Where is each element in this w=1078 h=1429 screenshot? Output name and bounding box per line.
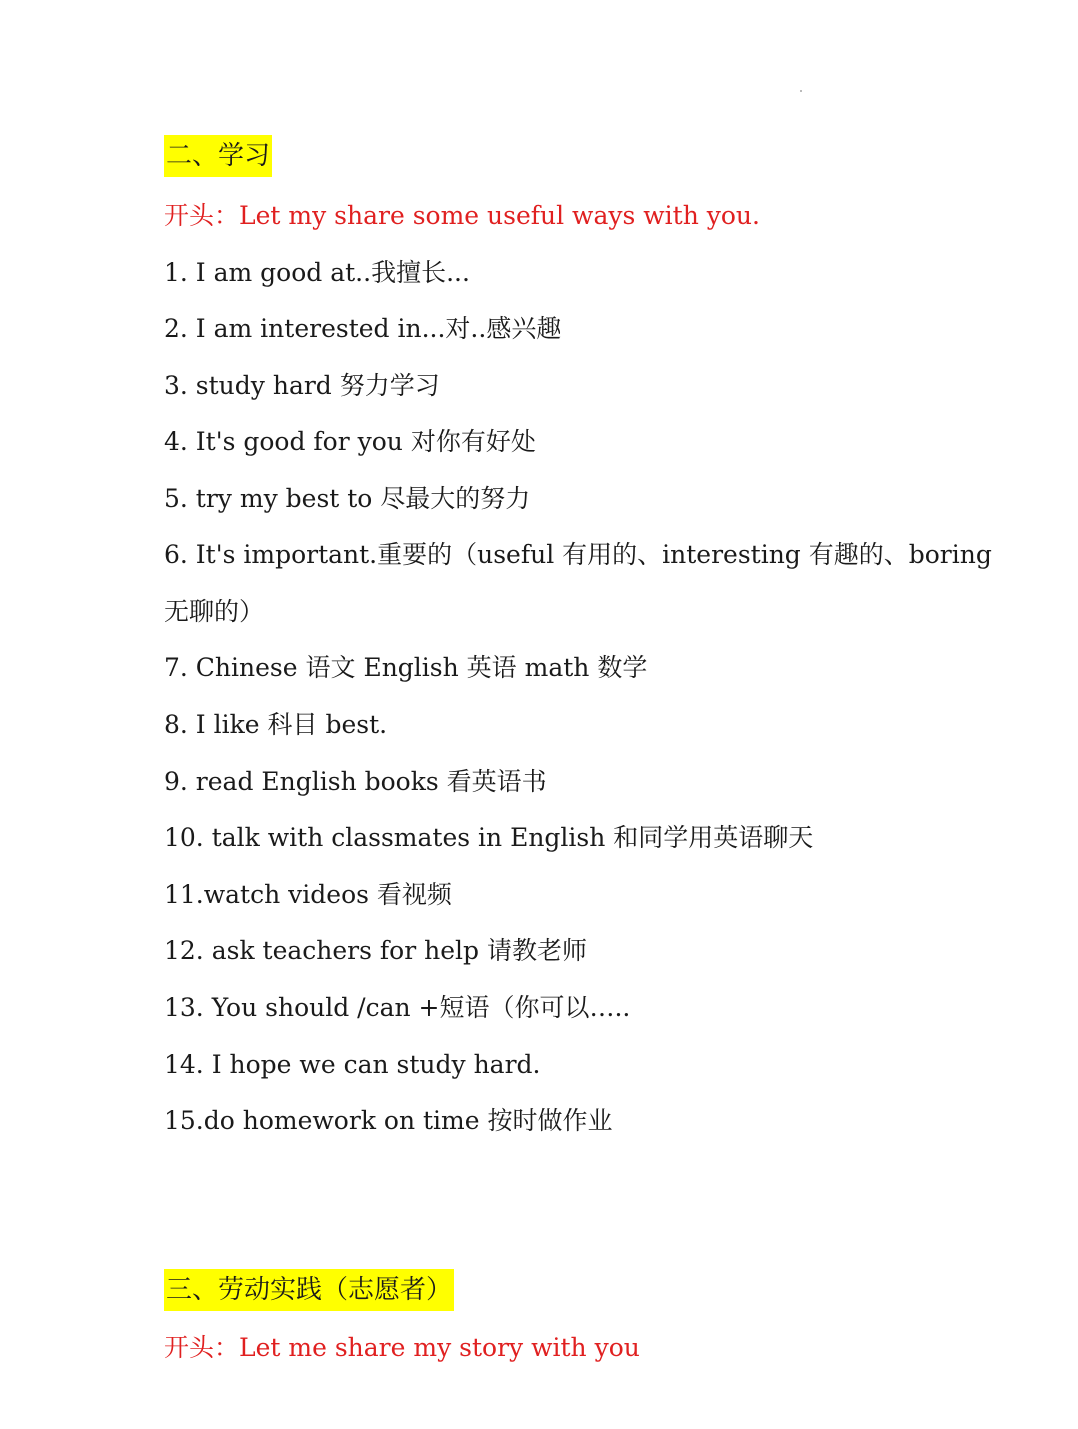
list-item: 2. I am interested in...对..感兴趣	[164, 314, 562, 343]
list-item: 13. You should /can +短语（你可以…..	[164, 993, 631, 1022]
list-item: 14. I hope we can study hard.	[164, 1050, 541, 1079]
section-3-intro: 开头：Let me share my story with you	[164, 1333, 640, 1362]
section-3-heading-row	[164, 1269, 454, 1311]
section-2-heading: 二、学习	[164, 135, 272, 177]
section-2-intro: 开头：Let my share some useful ways with you.	[164, 201, 760, 230]
speck-mark	[800, 90, 802, 92]
list-item: 3. study hard 努力学习	[164, 371, 440, 400]
list-item: 7. Chinese 语文 English 英语 math 数学	[164, 653, 648, 682]
list-item: 8. I like 科目 best.	[164, 710, 388, 739]
list-item: 5. try my best to 尽最大的努力	[164, 484, 531, 513]
list-item: 6. It's important.重要的（useful 有用的、interesting 有趣的、boring	[164, 540, 992, 569]
list-item: 10. talk with classmates in English 和同学用英语聊天	[164, 823, 814, 852]
section-3-heading: 三、劳动实践（志愿者）	[164, 1269, 454, 1311]
list-item: 12. ask teachers for help 请教老师	[164, 936, 587, 965]
list-item: 15.do homework on time 按时做作业	[164, 1106, 613, 1135]
list-item-continuation: 无聊的）	[164, 597, 265, 626]
section-2-heading-row	[164, 135, 272, 177]
list-item: 11.watch videos 看视频	[164, 880, 452, 909]
list-item: 9. read English books 看英语书	[164, 767, 547, 796]
list-item: 4. It's good for you 对你有好处	[164, 427, 536, 456]
list-item: 1. I am good at..我擅长...	[164, 258, 470, 287]
